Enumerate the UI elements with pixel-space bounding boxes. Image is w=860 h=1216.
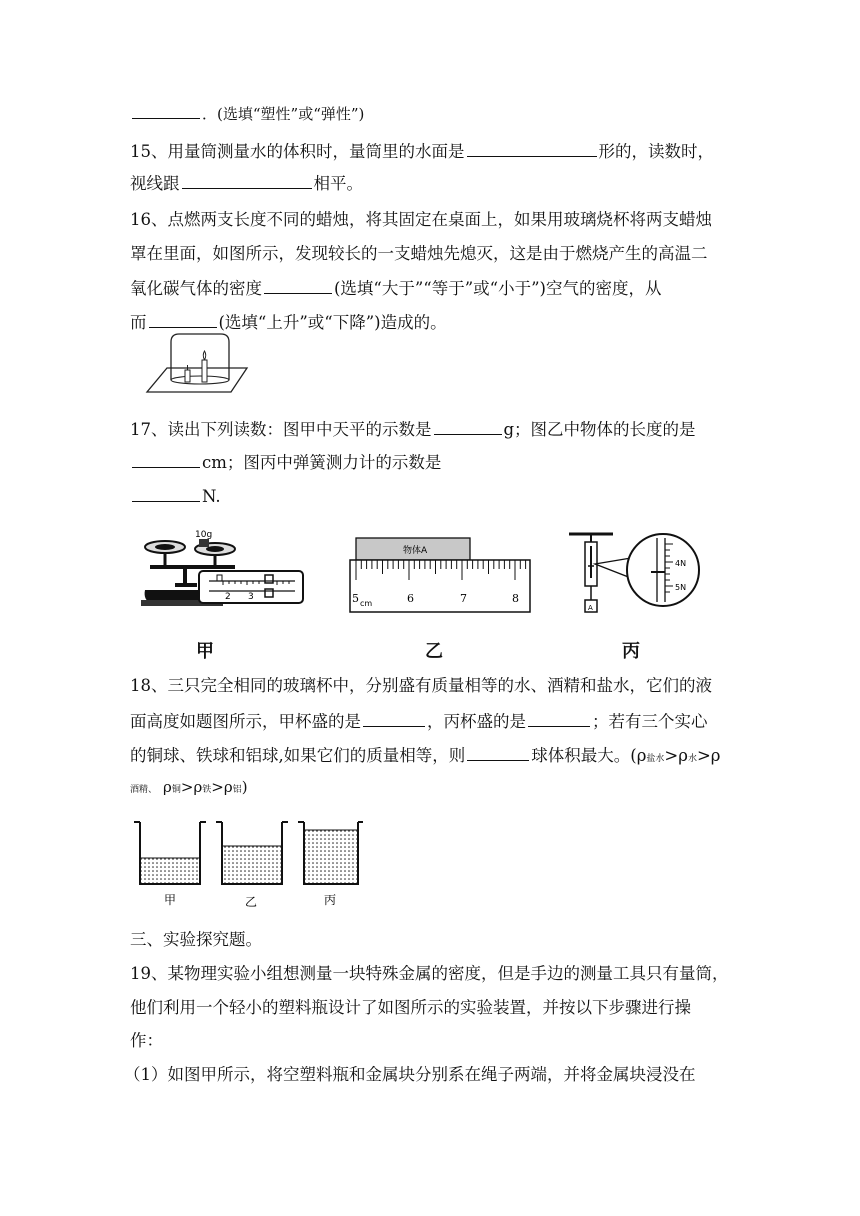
q18-line-3 (130, 746, 720, 765)
q17-text-c: N. (202, 487, 221, 506)
q16-line-3 (130, 279, 662, 298)
q15-text-b: 形的，读数时， (598, 142, 714, 161)
rho-symbol: ρ (710, 746, 721, 765)
ruler-label-8: 8 (512, 592, 519, 605)
q17-line-1 (130, 420, 696, 439)
spring-scale-figure (565, 528, 705, 620)
beaker-caption-bing: 丙 (324, 893, 337, 907)
q15-text-a: 15、用量筒测量水的体积时，量筒里的水面是 (130, 142, 465, 161)
figure-caption-yi: 乙 (425, 641, 443, 662)
ruler-figure (348, 536, 533, 616)
q14-tail-line (130, 104, 364, 123)
answer-blank[interactable] (467, 746, 529, 761)
figure-caption-jia: 甲 (196, 641, 214, 662)
subscript-shui: 水 (687, 754, 697, 764)
q18-line-1: 18、三只完全相同的玻璃杯中，分别盛有质量相等的水、酒精和盐水，它们的液 (130, 676, 712, 695)
ruler-object-label: 物体A (403, 546, 428, 556)
figure-caption-bing: 丙 (622, 641, 640, 662)
answer-blank[interactable] (132, 453, 200, 468)
answer-blank[interactable] (467, 142, 597, 157)
answer-blank[interactable] (132, 487, 200, 502)
q19-line-1: 19、某物理实验小组想测量一块特殊金属的密度，但是手边的测量工具只有量筒， (130, 964, 729, 983)
ruler-label-5: 5 (352, 592, 359, 605)
spring-label-4n: 4N (675, 559, 687, 568)
q18-line-2 (130, 712, 708, 731)
scale-mark-2: 2 (225, 592, 231, 602)
weight-label: 10g (195, 530, 213, 540)
ruler-unit: cm (360, 599, 373, 608)
q17-text-b: cm；图丙中弹簧测力计的示数是 (202, 453, 442, 472)
gt-symbol: > (664, 746, 679, 765)
rho-symbol: ρ (223, 778, 233, 796)
q16-text-c2: (选填“大于”“等于”或“小于”)空气的密度，从 (334, 279, 662, 298)
q17-text-a1: 17、读出下列读数：图甲中天平的示数是 (130, 420, 432, 439)
q16-line-4 (130, 313, 447, 332)
gt-symbol: > (696, 746, 711, 765)
three-beakers-figure (128, 818, 363, 910)
answer-blank[interactable] (363, 712, 425, 727)
q14-tail-text: ．(选填“塑性”或“弹性”) (202, 105, 365, 123)
subscript-jiujing: 酒精 (130, 785, 149, 795)
q17-line-3 (130, 487, 221, 506)
beaker-caption-jia: 甲 (164, 893, 177, 907)
rho-symbol: ρ (193, 778, 203, 796)
q19-line-2: 他们利用一个轻小的塑料瓶设计了如图所示的实验装置，并按以下步骤进行操 (130, 998, 691, 1017)
q16-line-1: 16、点燃两支长度不同的蜡烛，将其固定在桌面上，如果用玻璃烧杯将两支蜡烛 (130, 210, 712, 229)
close-paren: ) (241, 778, 248, 796)
rho-symbol: ρ (163, 778, 172, 796)
q18-text-b3: ；若有三个实心 (592, 712, 708, 731)
q18-text-c1: 的铜球、铁球和铝球,如果它们的质量相等，则 (130, 746, 466, 765)
separator: 、 (148, 785, 158, 795)
q15-text-d: 相平。 (313, 174, 363, 193)
q15-line-1 (130, 142, 714, 161)
q16-text-d2: (选填“上升”或“下降”)造成的。 (218, 313, 447, 332)
q16-text-d1: 而 (130, 313, 147, 332)
q17-line-2 (130, 453, 441, 472)
q19-line-4: （1）如图甲所示，将空塑料瓶和金属块分别系在绳子两端，并将金属块浸没在 (124, 1065, 696, 1084)
balance-figure (135, 525, 310, 620)
q16-line-2: 罩在里面，如图所示，发现较长的一支蜡烛先熄灭，这是由于燃烧产生的高温二 (130, 244, 708, 263)
gt-symbol: > (211, 778, 224, 796)
subscript-yanshui: 盐水 (646, 754, 665, 764)
answer-blank[interactable] (149, 313, 217, 328)
spring-label-5n: 5N (675, 583, 687, 592)
rho-symbol: ρ (636, 746, 647, 765)
candle-beaker-figure (145, 330, 255, 400)
q17-text-a2: g；图乙中物体的长度的是 (503, 420, 696, 439)
scale-mark-3: 3 (248, 592, 254, 602)
subscript-lv: 铝 (232, 785, 242, 795)
q18-line-4 (130, 780, 248, 795)
subscript-tie: 铁 (202, 785, 212, 795)
q19-line-3: 作： (130, 1031, 163, 1050)
q15-text-c: 视线跟 (130, 174, 180, 193)
rho-symbol: ρ (678, 746, 688, 765)
answer-blank[interactable] (132, 104, 200, 119)
q18-text-b1: 面高度如题图所示，甲杯盛的是 (130, 712, 361, 731)
section-3-heading: 三、实验探究题。 (130, 930, 262, 949)
answer-blank[interactable] (528, 712, 590, 727)
ruler-label-6: 6 (407, 592, 414, 605)
q18-text-b2: ，丙杯盛的是 (427, 712, 526, 731)
subscript-tong: 铜 (171, 785, 181, 795)
answer-blank[interactable] (264, 279, 332, 294)
q18-text-c2: 球体积最大。( (531, 746, 637, 765)
beaker-caption-yi: 乙 (245, 895, 258, 909)
q16-text-c1: 氧化碳气体的密度 (130, 279, 262, 298)
answer-blank[interactable] (182, 174, 312, 189)
answer-blank[interactable] (434, 420, 502, 435)
gt-symbol: > (180, 778, 194, 796)
ruler-label-7: 7 (460, 592, 467, 605)
q15-line-2 (130, 174, 363, 193)
hook-label: A (588, 604, 593, 612)
